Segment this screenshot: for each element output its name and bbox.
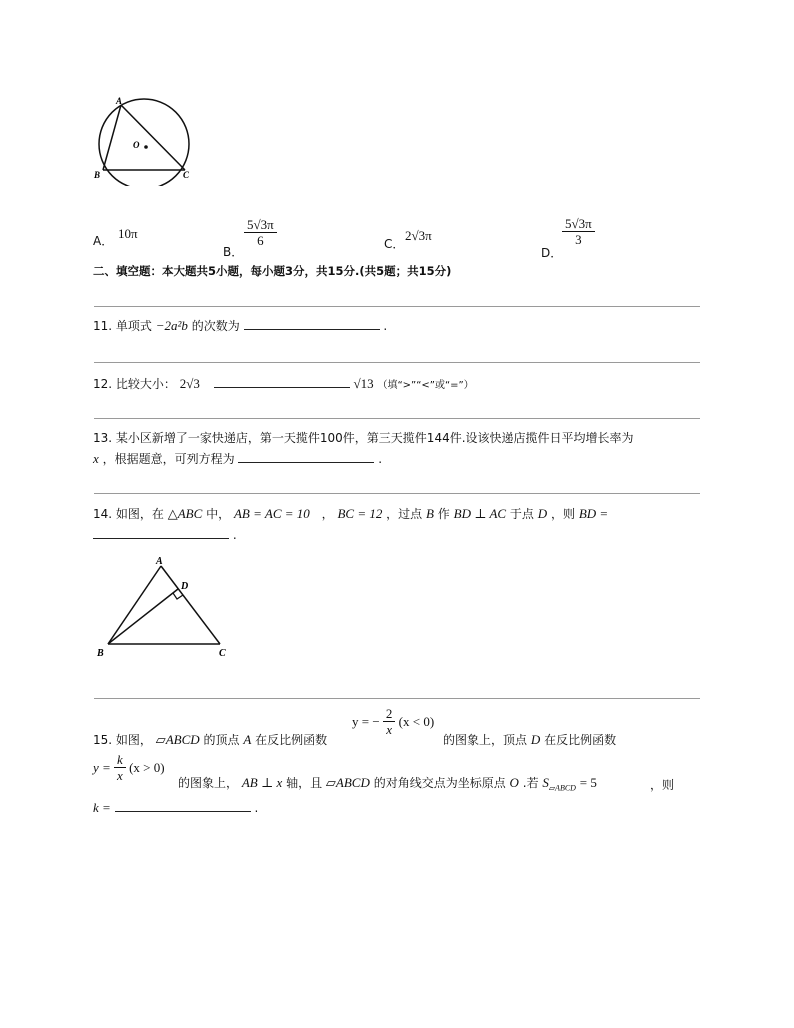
question-15-line1-tail bbox=[443, 731, 616, 748]
label-a: A bbox=[156, 556, 163, 567]
chord-ac bbox=[121, 105, 185, 170]
circle-figure bbox=[92, 94, 202, 186]
q14-answer-blank[interactable] bbox=[93, 526, 229, 539]
divider-2 bbox=[94, 362, 700, 363]
side-ab bbox=[108, 566, 161, 644]
q15-t3: 的图象上，顶点 bbox=[443, 733, 528, 747]
q15-point-a: A bbox=[243, 732, 252, 747]
q14-end: . bbox=[232, 528, 237, 542]
q12-prefix: 12. 比较大小： bbox=[93, 377, 176, 391]
label-b: B bbox=[97, 648, 104, 659]
q12-left: 2√3 bbox=[179, 376, 200, 391]
label-d: D bbox=[181, 581, 189, 592]
segment-bd bbox=[108, 589, 178, 644]
q15-ask: k = bbox=[93, 800, 111, 815]
q15-t9: ，则 bbox=[650, 778, 675, 792]
q14-t5: ，则 bbox=[550, 507, 575, 521]
q15-f1-den: x bbox=[386, 722, 393, 737]
q15-t5: 的图象上， bbox=[178, 776, 239, 790]
q15-answer-blank[interactable] bbox=[115, 799, 251, 812]
label-o: O bbox=[133, 140, 140, 150]
choice-b-den: 6 bbox=[257, 233, 264, 248]
q15-area-sub: ▱ABCD bbox=[548, 783, 576, 793]
q15-function-2 bbox=[93, 752, 165, 783]
question-15-line2-tail bbox=[650, 776, 674, 793]
q15-end: . bbox=[254, 801, 259, 815]
choice-a-label: A． bbox=[93, 234, 114, 248]
center-dot bbox=[144, 145, 148, 149]
q15-area: S bbox=[542, 775, 549, 790]
q15-t2: 在反比例函数 bbox=[255, 733, 328, 747]
q15-f2-num: k bbox=[114, 752, 126, 768]
q14-point-b: B bbox=[426, 506, 434, 521]
choice-b-num: 5√3π bbox=[244, 217, 277, 233]
q13-answer-blank[interactable] bbox=[238, 450, 374, 463]
q13-var: x bbox=[93, 451, 99, 466]
section-header: 二、填空题：本大题共5小题，每小题3分，共15分.(共5题；共15分) bbox=[93, 264, 452, 278]
question-12 bbox=[93, 375, 474, 392]
q12-right: √13 bbox=[353, 376, 374, 391]
q11-suffix: 的次数为 bbox=[191, 319, 240, 333]
question-11 bbox=[93, 317, 387, 334]
label-c: C bbox=[183, 170, 190, 180]
choice-d-den: 3 bbox=[575, 232, 582, 247]
q15-f1-num: 2 bbox=[383, 706, 396, 722]
q14-ask: BD = bbox=[578, 506, 609, 521]
q15-f2-lhs: y = bbox=[93, 760, 111, 775]
q15-point-d: D bbox=[530, 732, 541, 747]
choice-b-label: B． bbox=[223, 245, 244, 259]
q15-area-value: = 5 bbox=[579, 775, 597, 790]
q15-function-1 bbox=[352, 706, 434, 737]
q14-eq2: BC = 12 bbox=[337, 506, 383, 521]
q14-tri: △ABC bbox=[167, 506, 203, 521]
q11-end: . bbox=[383, 319, 388, 333]
q14-prefix: 14. 如图，在 bbox=[93, 507, 164, 521]
q11-answer-blank[interactable] bbox=[244, 317, 380, 330]
divider-1 bbox=[94, 306, 700, 307]
q12-suffix: （填“>”“<”或“=”） bbox=[377, 380, 474, 391]
chord-ab bbox=[103, 105, 121, 170]
q15-f2-domain: (x > 0) bbox=[129, 760, 165, 775]
divider-5 bbox=[94, 698, 700, 699]
choice-d-num: 5√3π bbox=[562, 216, 595, 232]
q11-prefix: 11. 单项式 bbox=[93, 319, 152, 333]
side-ac bbox=[161, 566, 220, 644]
q14-eq1: AB = AC = 10 bbox=[233, 506, 310, 521]
triangle-figure bbox=[94, 554, 234, 662]
divider-3 bbox=[94, 418, 700, 419]
q15-para: ▱ABCD bbox=[155, 732, 200, 747]
label-c: C bbox=[219, 648, 226, 659]
choice-a-value: 10π bbox=[118, 226, 138, 241]
q13-end: . bbox=[378, 452, 383, 466]
q13-line2: ，根据题意，可列方程为 bbox=[102, 452, 235, 466]
q14-point-d: D bbox=[537, 506, 548, 521]
question-13-line1: 13. 某小区新增了一家快递店，第一天揽件100件，第三天揽件144件.设该快递店揽件日平均增长率为 bbox=[93, 431, 634, 445]
choice-d-value bbox=[562, 216, 595, 247]
q14-t2: ，过点 bbox=[386, 507, 423, 521]
question-13-line2 bbox=[93, 450, 382, 467]
label-a: A bbox=[116, 96, 123, 106]
q12-answer-blank[interactable] bbox=[214, 375, 350, 388]
label-b: B bbox=[94, 170, 101, 180]
question-15-line1 bbox=[93, 731, 327, 748]
q15-t7: 的对角线交点为坐标原点 bbox=[373, 776, 506, 790]
q15-f2-frac bbox=[114, 752, 126, 783]
circle-outline bbox=[99, 99, 189, 186]
q15-para-2: ▱ABCD bbox=[325, 775, 370, 790]
q14-t4: 于点 bbox=[509, 507, 534, 521]
q15-f1-lhs: y = − bbox=[352, 714, 380, 729]
choice-d-label: D． bbox=[541, 246, 563, 260]
q14-t1: 中， bbox=[206, 507, 231, 521]
question-14: 14. 如图，在 △ABC 中， AB = AC = 10 ， BC = 12 ，过点 B 作 BD ⊥ AC 于点 D ，则 BD = bbox=[93, 506, 609, 521]
q15-t6: 轴，且 bbox=[286, 776, 323, 790]
q15-f2-den: x bbox=[117, 768, 123, 783]
q15-t1: 的顶点 bbox=[203, 733, 240, 747]
question-14-answer-line bbox=[93, 526, 237, 542]
question-15-line2 bbox=[178, 774, 597, 792]
q15-f1-frac bbox=[383, 706, 396, 737]
q15-perp: AB ⊥ x bbox=[241, 775, 283, 790]
choice-c-value: 2√3π bbox=[405, 228, 432, 243]
q15-prefix: 15. 如图， bbox=[93, 733, 152, 747]
q15-f1-domain: (x < 0) bbox=[398, 714, 435, 729]
q11-expr: −2a²b bbox=[155, 318, 188, 333]
q15-t4: 在反比例函数 bbox=[544, 733, 617, 747]
q15-point-o: O bbox=[509, 775, 519, 790]
divider-4 bbox=[94, 493, 700, 494]
q14-perp: BD ⊥ AC bbox=[453, 506, 507, 521]
q14-t3: 作 bbox=[437, 507, 450, 521]
q15-t8: .若 bbox=[522, 776, 539, 790]
choice-c-label: C． bbox=[384, 237, 405, 251]
choice-b-value bbox=[244, 217, 277, 248]
question-15-line3 bbox=[93, 799, 258, 816]
